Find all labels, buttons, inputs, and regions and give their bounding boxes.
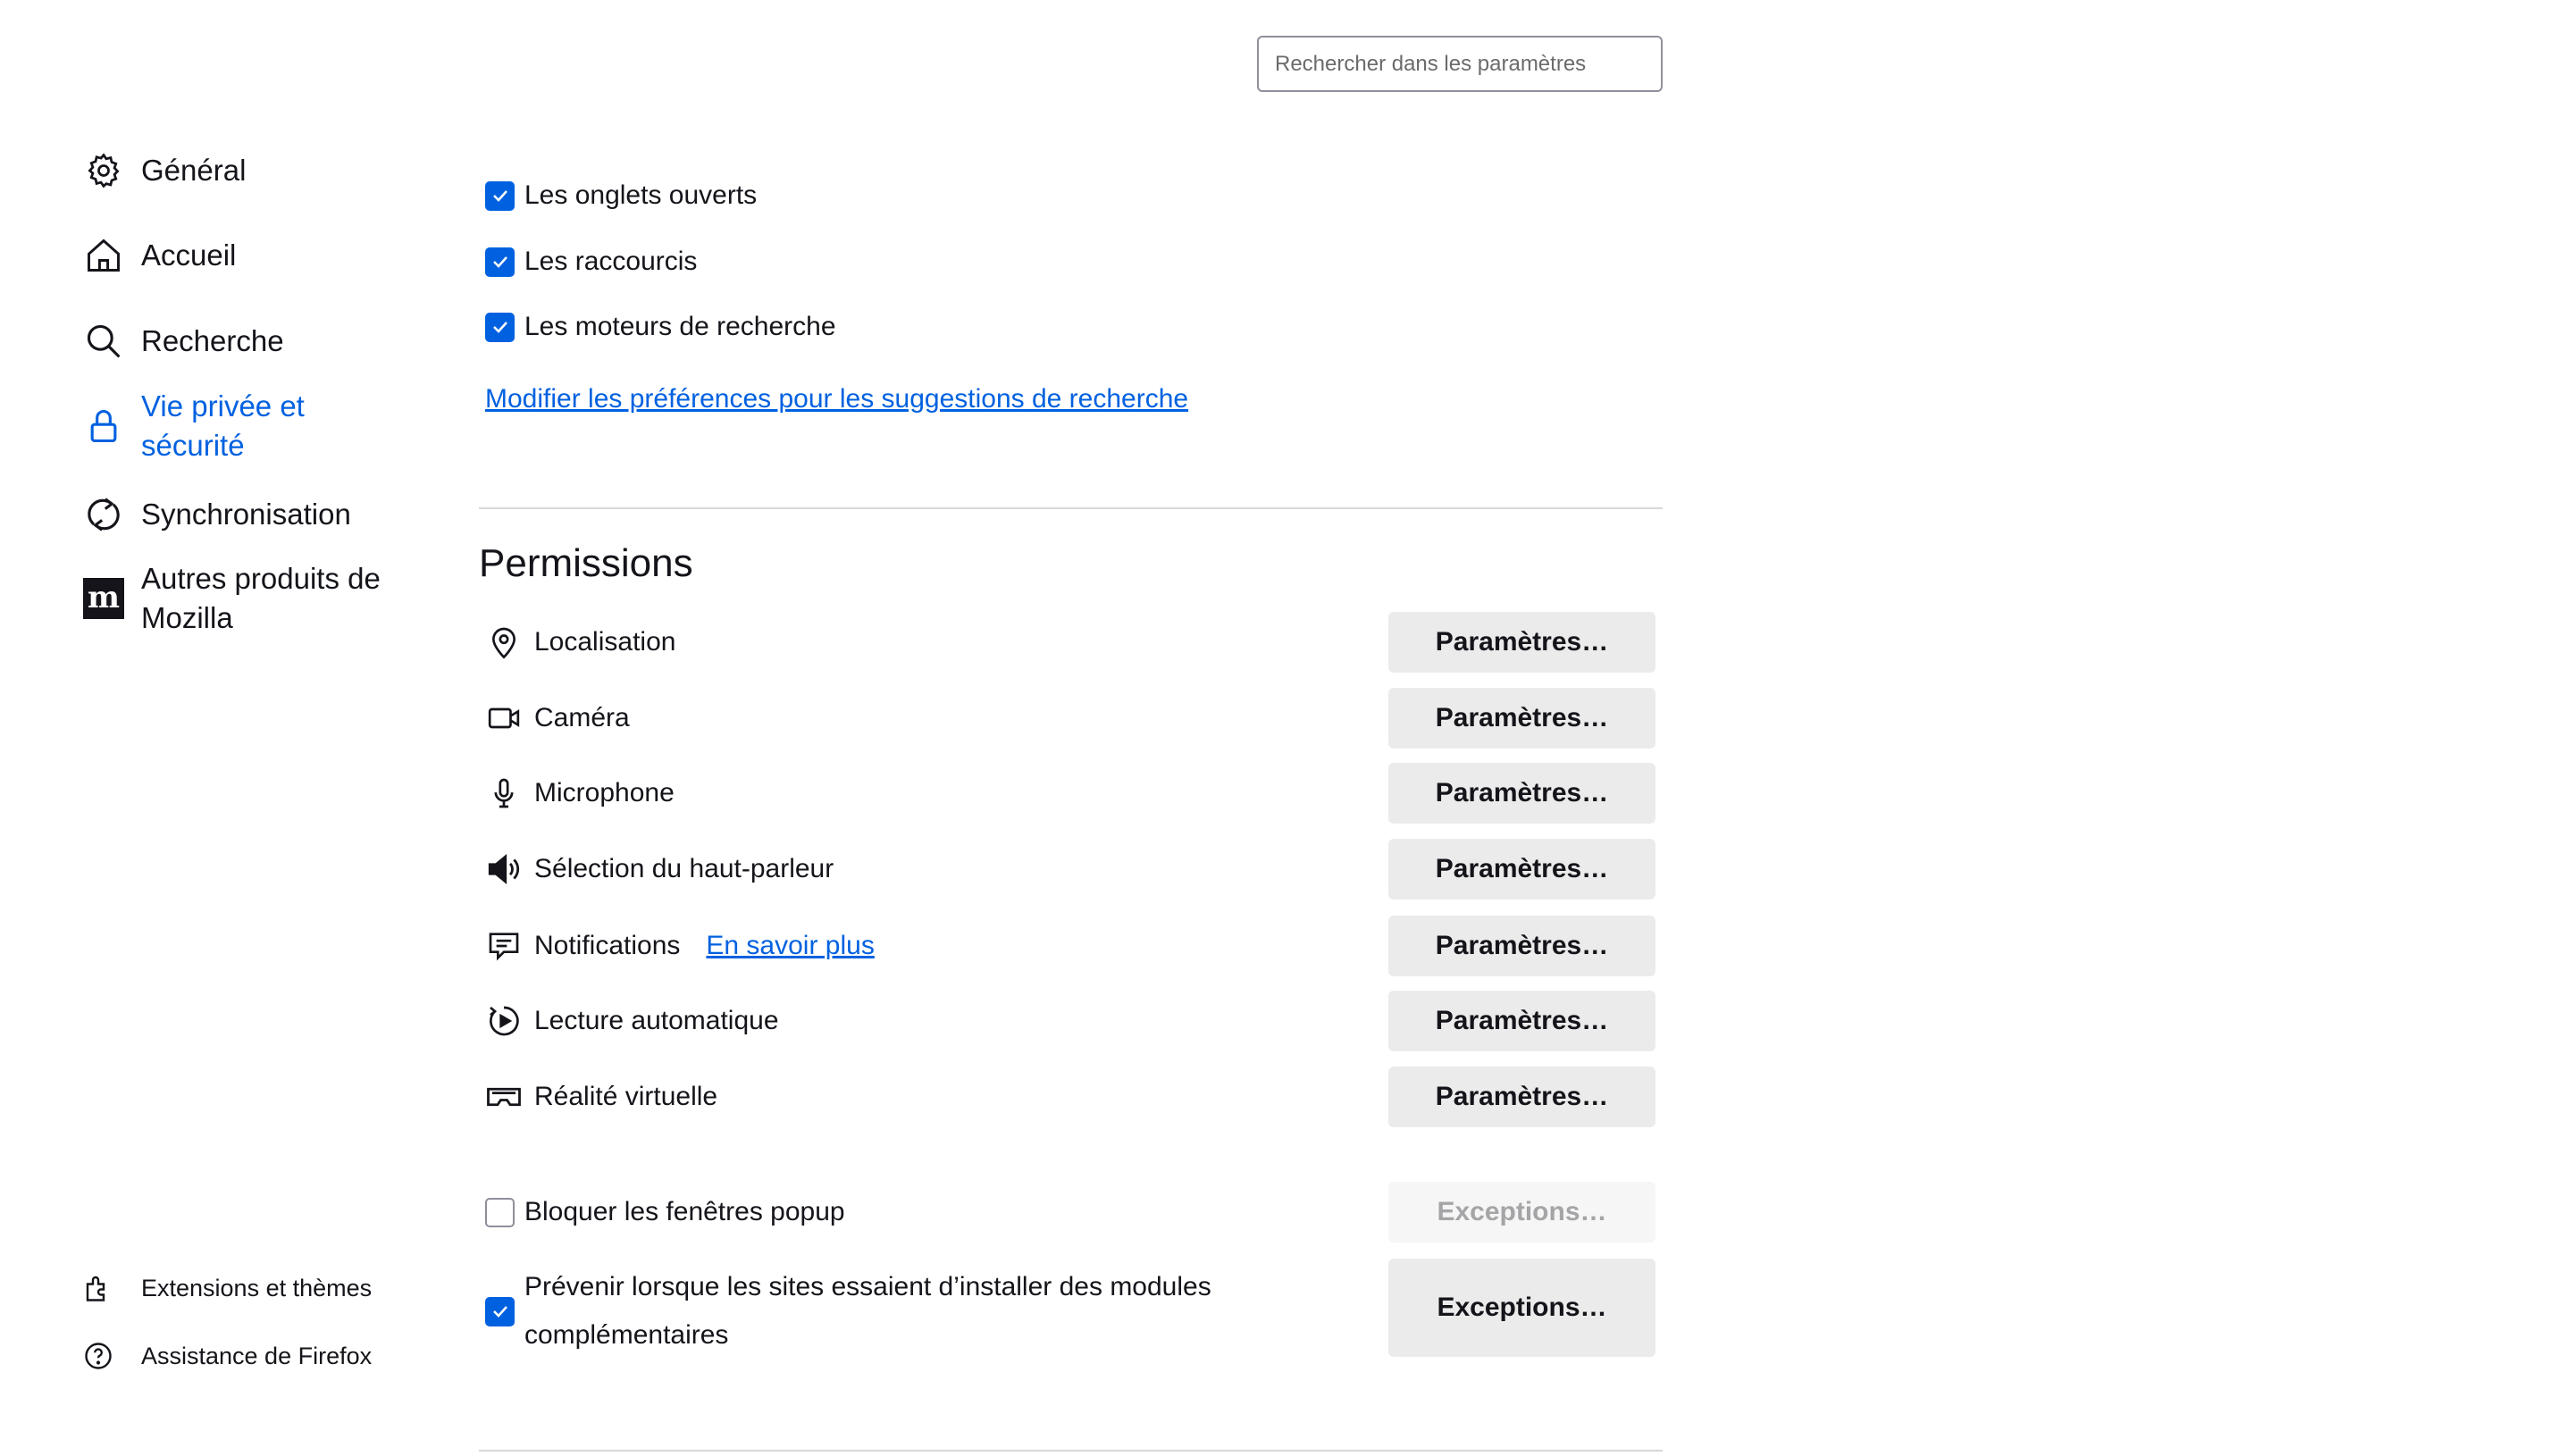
sidebar-item-privacy[interactable] <box>82 387 305 465</box>
sidebar-item-label: Mozilla <box>141 601 233 634</box>
learn-more-link[interactable]: En savoir plus <box>706 931 875 960</box>
sidebar-item-sync[interactable] <box>82 493 351 536</box>
checkbox[interactable] <box>485 1198 515 1227</box>
vr-icon <box>485 1078 523 1116</box>
checkbox-open-tabs[interactable] <box>485 180 757 211</box>
checkbox-label: Les raccourcis <box>524 247 698 276</box>
popup-exceptions-button[interactable]: Exceptions… <box>1388 1182 1655 1243</box>
checkbox-label: Les onglets ouverts <box>524 180 758 210</box>
sidebar-support-link[interactable] <box>82 1340 372 1372</box>
checkbox-search-engines[interactable] <box>485 312 836 342</box>
puzzle-icon <box>82 1272 114 1304</box>
sidebar-item-general[interactable] <box>82 149 246 192</box>
sidebar-extensions-link[interactable] <box>82 1272 372 1304</box>
microphone-settings-button[interactable]: Paramètres… <box>1388 763 1655 824</box>
checkbox-label: complémentaires <box>524 1320 729 1350</box>
sidebar-item-label: Autres produits de <box>141 562 381 595</box>
checkbox-label: Prévenir lorsque les sites essaient d’installer des modules <box>524 1272 1211 1301</box>
permission-autoplay <box>485 991 779 1051</box>
permission-vr <box>485 1067 717 1127</box>
location-icon <box>485 623 523 661</box>
notifications-settings-button[interactable]: Paramètres… <box>1388 916 1655 976</box>
permission-label: Lecture automatique <box>534 1006 779 1035</box>
permission-label: Sélection du haut-parleur <box>534 854 834 883</box>
permission-label: Microphone <box>534 778 675 807</box>
permission-label: Caméra <box>534 703 630 732</box>
checkbox-label: Les moteurs de recherche <box>524 312 836 341</box>
sidebar-item-search[interactable] <box>82 320 284 363</box>
settings-search-input[interactable] <box>1257 36 1663 92</box>
permission-speaker <box>485 839 834 900</box>
speaker-icon <box>485 850 523 888</box>
lock-icon <box>82 405 125 448</box>
permissions-heading: Permissions <box>479 541 693 585</box>
section-divider <box>479 1450 1663 1452</box>
speaker-settings-button[interactable]: Paramètres… <box>1388 839 1655 900</box>
checkbox[interactable] <box>485 1297 515 1326</box>
permission-label: Notifications <box>534 931 681 960</box>
permission-location <box>485 612 675 673</box>
section-divider <box>479 507 1663 509</box>
sidebar-support-label: Assistance de Firefox <box>141 1342 373 1369</box>
sidebar-item-label: Vie privée et <box>141 389 305 423</box>
checkbox-shortcuts[interactable] <box>485 247 697 277</box>
microphone-icon <box>485 774 523 812</box>
sidebar-item-label: Accueil <box>141 238 237 272</box>
sidebar-extensions-label: Extensions et thèmes <box>141 1274 373 1301</box>
sidebar-item-label: Recherche <box>141 324 284 357</box>
sync-icon <box>82 493 125 536</box>
autoplay-settings-button[interactable]: Paramètres… <box>1388 991 1655 1051</box>
vr-settings-button[interactable]: Paramètres… <box>1388 1067 1655 1127</box>
checkbox[interactable] <box>485 247 515 277</box>
notification-icon <box>485 927 523 965</box>
search-suggestions-preferences-link[interactable]: Modifier les préférences pour les suggestions de recherche <box>485 384 1189 414</box>
sidebar-item-mozilla[interactable] <box>82 559 381 638</box>
mozilla-icon: m <box>82 577 125 620</box>
autoplay-icon <box>485 1002 523 1040</box>
sidebar-item-label: Synchronisation <box>141 498 351 531</box>
permission-label: Localisation <box>534 627 676 657</box>
checkbox[interactable] <box>485 313 515 342</box>
help-icon <box>82 1340 114 1372</box>
permission-notifications <box>485 916 875 976</box>
permission-camera <box>485 688 630 749</box>
search-icon <box>82 320 125 363</box>
sidebar-item-label: Général <box>141 154 247 187</box>
checkbox-label: Bloquer les fenêtres popup <box>524 1197 845 1226</box>
addons-exceptions-button[interactable]: Exceptions… <box>1388 1259 1655 1357</box>
location-settings-button[interactable]: Paramètres… <box>1388 612 1655 673</box>
gear-icon <box>82 149 125 192</box>
sidebar-item-home[interactable] <box>82 234 236 277</box>
checkbox[interactable] <box>485 181 515 211</box>
sidebar-item-label: sécurité <box>141 429 245 462</box>
permission-microphone <box>485 763 675 824</box>
permission-label: Réalité virtuelle <box>534 1082 718 1111</box>
checkbox-block-popups[interactable] <box>485 1197 845 1227</box>
camera-settings-button[interactable]: Paramètres… <box>1388 688 1655 749</box>
camera-icon <box>485 699 523 737</box>
checkbox-warn-addons[interactable] <box>485 1263 1211 1360</box>
home-icon <box>82 234 125 277</box>
